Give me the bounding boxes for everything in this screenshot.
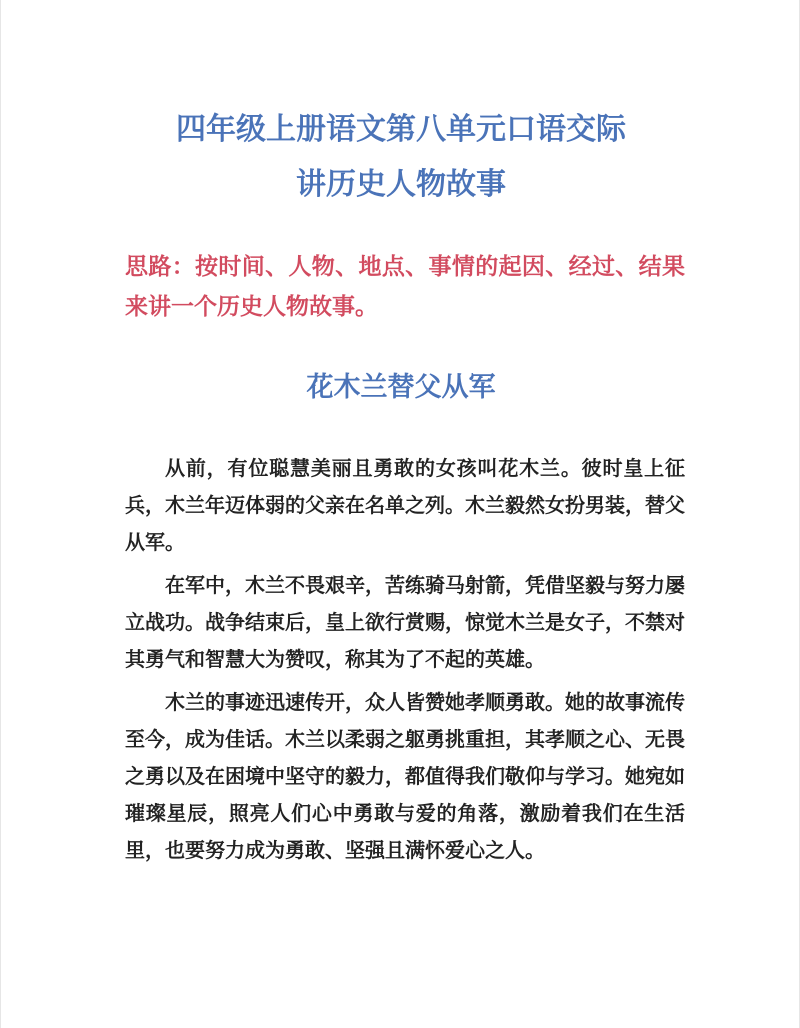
story-paragraph-1: 从前，有位聪慧美丽且勇敢的女孩叫花木兰。彼时皇上征兵，木兰年迈体弱的父亲在名单之列。木兰毅然女扮男装，替父从军。 [125, 456, 685, 554]
hint-text: 思路：按时间、人物、地点、事情的起因、经过、结果来讲一个历史人物故事。 [125, 254, 685, 320]
document-title: 四年级上册语文第八单元口语交际 [176, 112, 626, 147]
story-title: 花木兰替父从军 [306, 372, 496, 403]
document-subtitle: 讲历史人物故事 [296, 167, 506, 202]
story-body [125, 450, 685, 875]
story-paragraph-3: 木兰的事迹迅速传开，众人皆赞她孝顺勇敢。她的故事流传至今，成为佳话。木兰以柔弱之躯勇挑重担，其孝顺之心、无畏之勇以及在困境中坚守的毅力，都值得我们敬仰与学习。她宛如璀璨星辰，照亮人们心中勇敢与爱的角落，激励着我们在生活里，也要努力成为勇敢、坚强且满怀爱心之人。 [125, 690, 685, 862]
story-paragraph-2: 在军中，木兰不畏艰辛，苦练骑马射箭，凭借坚毅与努力屡立战功。战争结束后，皇上欲行赏赐，惊觉木兰是女子，不禁对其勇气和智慧大为赞叹，称其为了不起的英雄。 [125, 573, 685, 671]
